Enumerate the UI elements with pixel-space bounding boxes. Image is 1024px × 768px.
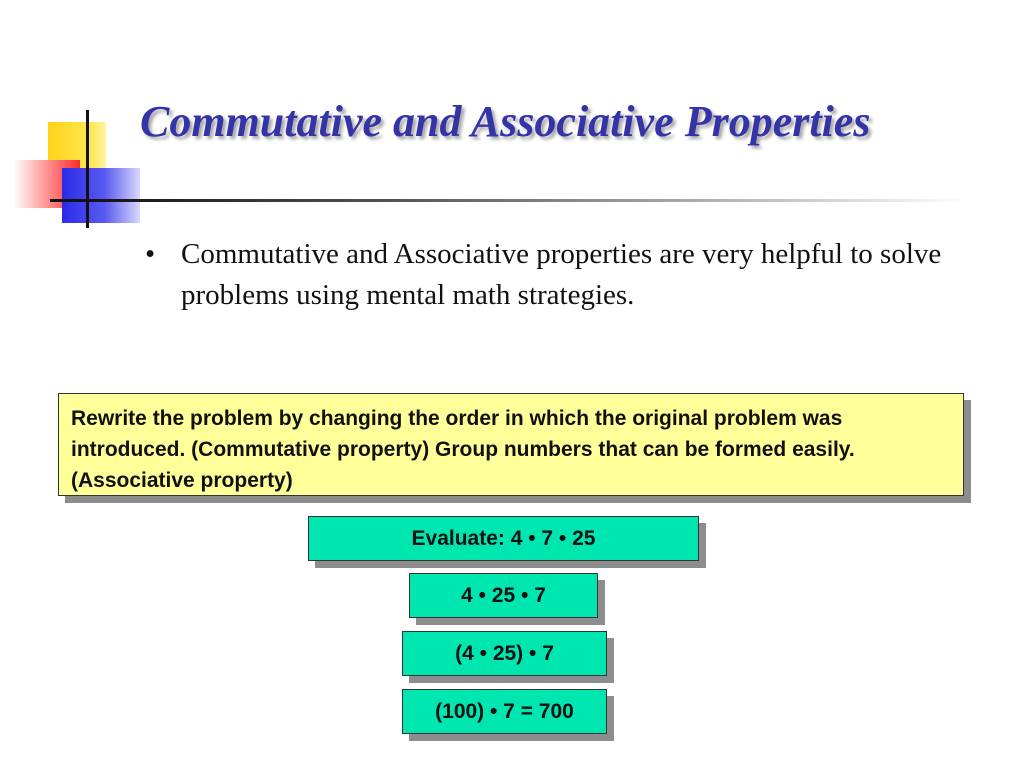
note-text-part2: . (Commutative property) Group numbers that can be formed easily. (Associative property): [71, 438, 855, 492]
step-text: 4 • 25 • 7: [461, 583, 546, 607]
bullet-text: Commutative and Associative properties are very helpful to solve problems using mental math strategies.: [181, 238, 942, 311]
step-text: (100) • 7 = 700: [435, 699, 574, 723]
step-box-evaluate: [308, 516, 699, 561]
logo-vertical-line: [86, 110, 89, 228]
slide-title: Commutative and Associative Properties: [140, 97, 871, 146]
note-text-part1: Rewrite the problem by changing the order in which the original problem was introduced: [71, 407, 843, 461]
bullet-item: [145, 234, 985, 316]
blue-square-decoration: [62, 168, 140, 223]
step-text: (4 • 25) • 7: [455, 641, 554, 665]
step-text: Evaluate: 4 • 7 • 25: [411, 526, 596, 550]
slide-logo-decoration: [0, 0, 150, 240]
step-box-commute: [409, 573, 598, 618]
step-box-group: [402, 631, 607, 676]
instruction-note-box: [58, 393, 964, 496]
title-underline: [88, 199, 968, 202]
step-box-result: [402, 689, 607, 734]
bullet-marker: •: [145, 238, 156, 270]
